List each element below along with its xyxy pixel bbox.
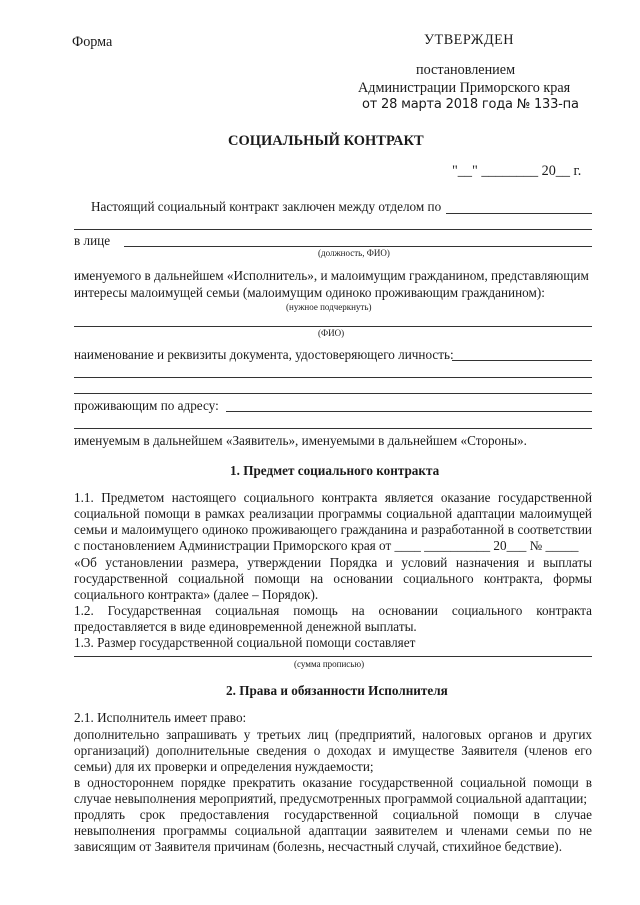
document-label: наименование и реквизиты документа, удостоверяющего личность:: [74, 347, 454, 362]
form-label: Форма: [72, 34, 113, 50]
underline-caption: (нужное подчеркнуть): [286, 302, 372, 312]
section1-p4: 1.3. Размер государственной социальной помощи составляет: [74, 635, 416, 650]
section1-p2-line-2: государственной социальной помощи на основании социального контракта, формы: [74, 571, 592, 586]
section1-p1-line-2: социальной помощи в рамках реализации программы социальной адаптации малоимущей: [74, 506, 592, 521]
section2-heading: 2. Права и обязанности Исполнителя: [226, 683, 448, 698]
position-field-line: [124, 246, 592, 247]
section1-p1-line-3: семьи и малоимущего одиноко проживающего гражданина и разработанной в соответствии: [74, 522, 592, 537]
parties-text: именуемым в дальнейшем «Заявитель», именуемыми в дальнейшем «Стороны».: [74, 433, 527, 448]
sum-caption: (сумма прописью): [294, 659, 365, 669]
hereinafter-text-1: именуемого в дальнейшем «Исполнитель», и малоимущим гражданином, представляющим: [74, 268, 589, 283]
intro-concluded-text: Настоящий социальный контракт заключен между отделом по: [91, 199, 442, 214]
section2-line-2: организаций) дополнительные сведения о доходах и имуществе Заявителя (членов его: [74, 743, 592, 758]
document-field-line-2: [74, 377, 592, 378]
resolution-label: постановлением: [416, 62, 516, 78]
section2-line-7: невыполнения программы социальной адаптации заявителем и членами семьи по не: [74, 823, 592, 838]
fio-field-line: [74, 326, 592, 327]
hereinafter-text-2: интересы малоимущей семьи (малоимущим одиноко проживающим гражданином):: [74, 285, 545, 300]
section2-line-1: дополнительно запрашивать у третьих лиц (предприятий, налоговых органов и других: [74, 727, 592, 742]
contract-date-line: "__" ________ 20__ г.: [452, 163, 582, 179]
document-field-line-3: [74, 393, 592, 394]
position-caption: (должность, ФИО): [318, 248, 390, 258]
department-field-line: [446, 213, 592, 214]
department-field-line-2: [74, 229, 592, 230]
sum-field-line: [74, 656, 592, 657]
section2-p1: 2.1. Исполнитель имеет право:: [74, 710, 247, 725]
document-field-line: [452, 360, 592, 361]
section1-p1-line-1: 1.1. Предметом настоящего социального контракта является оказание государственной: [74, 490, 592, 505]
section1-p2-line-3: социального контракта» (далее – Порядок).: [74, 587, 319, 602]
section2-line-8: зависящим от Заявителя причинам (болезнь, несчастный случай, стихийное бедствие).: [74, 839, 562, 854]
in-person-label: в лице: [74, 233, 111, 248]
fio-caption: (ФИО): [318, 328, 345, 338]
address-label: проживающим по адресу:: [74, 398, 219, 413]
approved-label: УТВЕРЖДЕН: [424, 32, 515, 48]
section1-heading: 1. Предмет социального контракта: [230, 463, 440, 478]
section1-p1-line-4: с постановлением Администрации Приморского края от ____ __________ 20___ № _____: [74, 538, 579, 553]
address-field-line-2: [74, 428, 592, 429]
resolution-date-number: от 28 марта 2018 года № 133-па: [362, 97, 579, 112]
section2-line-3: семьи) для их проверки и определения нуждаемости;: [74, 759, 374, 774]
administration-label: Администрации Приморского края: [358, 80, 571, 96]
section2-line-4: в одностороннем порядке прекратить оказание государственной социальной помощи в: [74, 775, 592, 790]
section1-p2-line-1: «Об установлении размера, утверждении Порядка и условий назначения и выплаты: [74, 555, 592, 570]
address-field-line: [226, 411, 592, 412]
section1-p3-line-1: 1.2. Государственная социальная помощь на основании социального контракта: [74, 603, 592, 618]
section2-line-5: случае невыполнения мероприятий, предусмотренных программой социальной адаптации;: [74, 791, 588, 806]
section2-line-6: продлять срок предоставления государственной социальной помощи в случае: [74, 807, 592, 822]
section1-p3-line-2: предоставляется в виде единовременной денежной выплаты.: [74, 619, 417, 634]
page-title: СОЦИАЛЬНЫЙ КОНТРАКТ: [228, 133, 424, 149]
